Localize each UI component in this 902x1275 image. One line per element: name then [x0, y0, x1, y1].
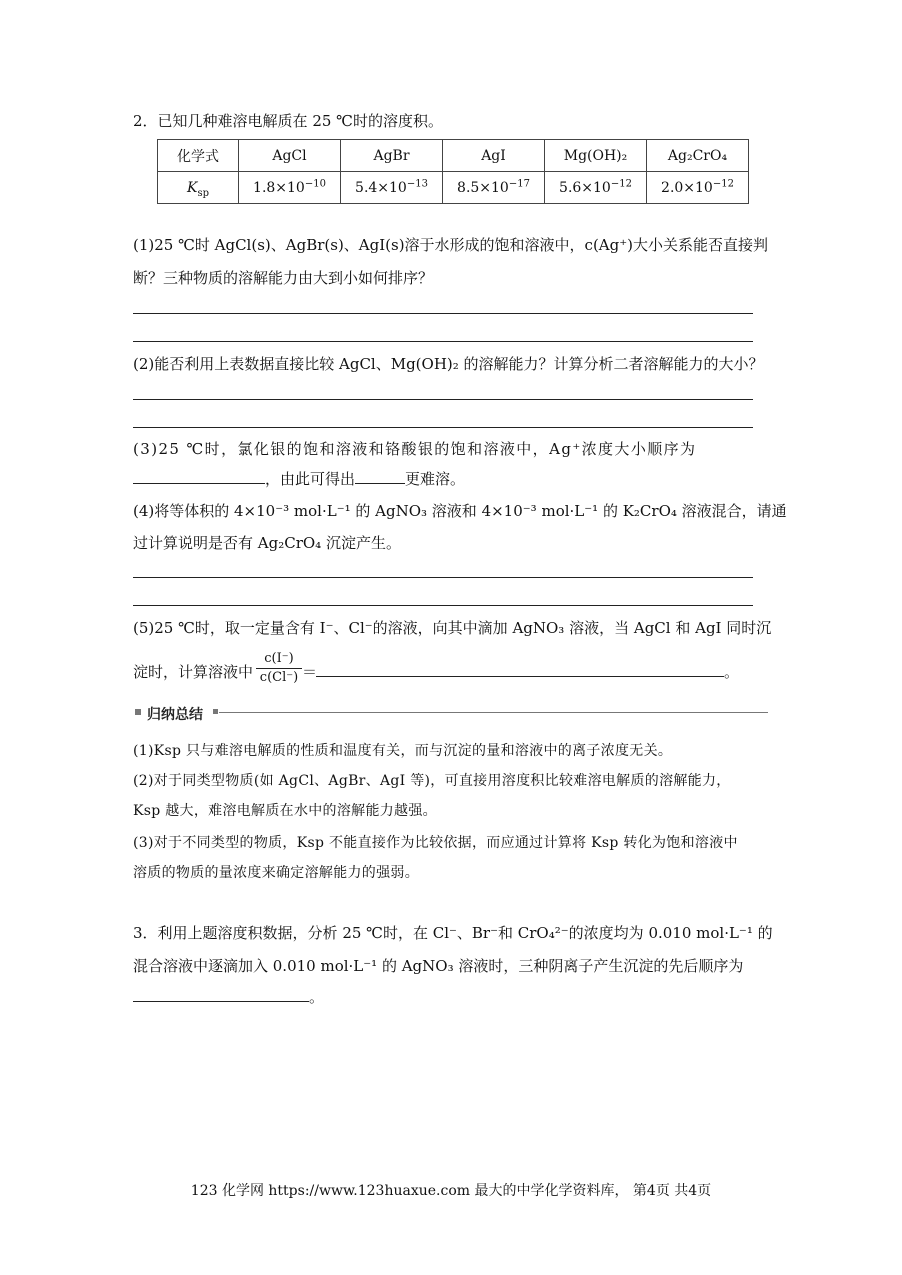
- answer-line[interactable]: [133, 341, 753, 342]
- answer-line[interactable]: [133, 605, 753, 606]
- part-5-line-1: (5)25 ℃时，取一定量含有 I⁻、Cl⁻的溶液，向其中滴加 AgNO₃ 溶液，当 AgCl 和 AgI 同时沉: [133, 619, 772, 637]
- question-2-title: 2．已知几种难溶电解质在 25 ℃时的溶度积。: [133, 112, 443, 130]
- page-footer: 123 化学网 https://www.123huaxue.com 最大的中学化学资料库， 第4页 共4页: [190, 1183, 712, 1199]
- question-3-line-2: 混合溶液中逐滴加入 0.010 mol·L⁻¹ 的 AgNO₃ 溶液时，三种阴离子产生沉淀的先后顺序为: [133, 957, 744, 975]
- header-label: 化学式: [158, 140, 239, 172]
- compound-cell: AgBr: [341, 140, 443, 172]
- table-row: [158, 172, 749, 204]
- part-2-line: (2)能否利用上表数据直接比较 AgCl、Mg(OH)₂ 的溶解能力？计算分析二者溶解能力的大小？: [133, 355, 764, 373]
- equals-sign: ＝: [302, 663, 318, 681]
- ksp-cell: $1.8\times 10^{-10}$: [239, 172, 341, 204]
- square-bullet-icon: [213, 709, 218, 714]
- answer-line[interactable]: [133, 399, 753, 400]
- summary-header: [133, 704, 768, 722]
- answer-blank[interactable]: [133, 987, 309, 1002]
- question-3-line-3: 。: [133, 986, 324, 1007]
- part-1-line-1: (1)25 ℃时 AgCl(s)、AgBr(s)、AgI(s)溶于水形成的饱和溶液中，c(Ag⁺)大小关系能否直接判: [133, 236, 769, 254]
- summary-point-2-line-1: (2)对于同类型物质(如 AgCl、AgBr、AgI 等)，可直接用溶度积比较难溶电解质的溶解能力，: [133, 773, 731, 789]
- ksp-cell: $5.4\times 10^{-13}$: [341, 172, 443, 204]
- answer-line[interactable]: [133, 427, 753, 428]
- compound-cell: AgI: [443, 140, 545, 172]
- divider: [219, 712, 768, 713]
- summary-point-2-line-2: Ksp 越大，难溶电解质在水中的溶解能力越强。: [133, 803, 437, 819]
- summary-point-3-line-2: 溶质的物质的量浓度来确定溶解能力的强弱。: [133, 865, 419, 881]
- answer-blank[interactable]: [316, 662, 724, 677]
- concentration-fraction: $\frac{c(I^-)}{c(Cl^-)}$: [256, 650, 302, 687]
- answer-line[interactable]: [133, 577, 753, 578]
- part-3-line-1: (3)25 ℃时，氯化银的饱和溶液和铬酸银的饱和溶液中，Ag⁺浓度大小顺序为: [133, 440, 697, 458]
- ksp-cell: $8.5\times 10^{-17}$: [443, 172, 545, 204]
- answer-line[interactable]: [133, 313, 753, 314]
- part-1-line-2: 断？三种物质的溶解能力由大到小如何排序？: [133, 269, 434, 287]
- compound-cell: AgCl: [239, 140, 341, 172]
- row-label: $K_{sp}$: [158, 172, 239, 204]
- compound-cell: Mg(OH)₂: [545, 140, 647, 172]
- answer-blank[interactable]: [355, 469, 405, 484]
- summary-point-3-line-1: (3)对于不同类型的物质，Ksp 不能直接作为比较依据，而应通过计算将 Ksp 转化为饱和溶液中: [133, 835, 738, 851]
- period: 。: [724, 663, 740, 681]
- ksp-cell: $5.6\times 10^{-12}$: [545, 172, 647, 204]
- part-4-line-1: (4)将等体积的 4×10⁻³ mol·L⁻¹ 的 AgNO₃ 溶液和 4×10⁻³ mol·L⁻¹ 的 K₂CrO₄ 溶液混合，请通: [133, 502, 787, 520]
- compound-cell: Ag₂CrO₄: [647, 140, 749, 172]
- part-3-line-2: ，由此可得出 更难溶。: [133, 468, 465, 489]
- ksp-table: [157, 139, 749, 204]
- question-3-line-1: 3．利用上题溶度积数据，分析 25 ℃时，在 Cl⁻、Br⁻和 CrO₄²⁻的浓度均为 0.010 mol·L⁻¹ 的: [133, 924, 773, 942]
- part-4-line-2: 过计算说明是否有 Ag₂CrO₄ 沉淀产生。: [133, 534, 401, 552]
- summary-title: 归纳总结: [147, 707, 203, 723]
- answer-blank[interactable]: [133, 469, 265, 484]
- part-5-line-2-label: 淀时，计算溶液中: [133, 663, 254, 681]
- table-row: [158, 140, 749, 172]
- summary-point-1: (1)Ksp 只与难溶电解质的性质和温度有关，而与沉淀的量和溶液中的离子浓度无关。: [133, 743, 673, 759]
- square-bullet-icon: [135, 709, 141, 715]
- ksp-cell: $2.0\times 10^{-12}$: [647, 172, 749, 204]
